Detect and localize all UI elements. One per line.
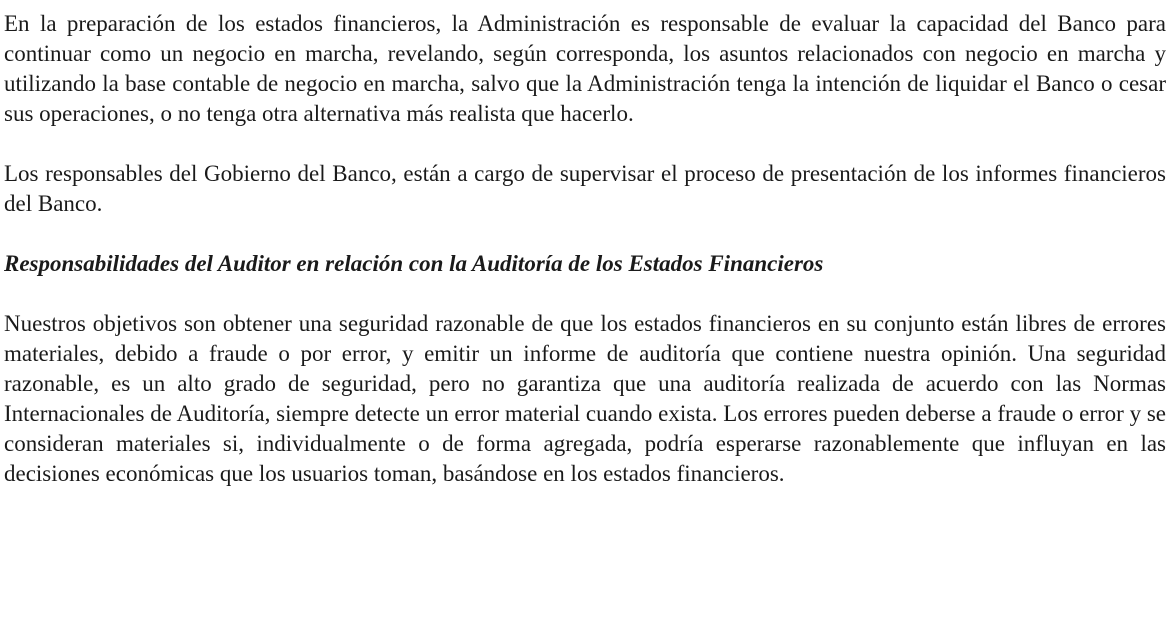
paragraph-governance: Los responsables del Gobierno del Banco, están a cargo de supervisar el proceso de presentación de los informes financieros del Banco.	[4, 161, 1166, 216]
paragraph-going-concern: En la preparación de los estados financieros, la Administración es responsable de evaluar la capacidad del Banco para continuar como un negocio en marcha, revelando, según corresponda, los asuntos relacionados con negocio en marcha y utilizando la base contable de negocio en marcha, salvo que la Administración tenga la intención de liquidar el Banco o cesar sus operaciones, o no tenga otra alternativa más realista que hacerlo.	[4, 11, 1166, 126]
paragraph-spacer	[4, 129, 1166, 159]
document-page	[4, 9, 1166, 489]
paragraph-auditor-objectives: Nuestros objetivos son obtener una seguridad razonable de que los estados financieros en su conjunto están libres de errores materiales, debido a fraude o por error, y emitir un informe de auditoría que contiene nuestra opinión. Una seguridad razonable, es un alto grado de seguridad, pero no garantiza que una auditoría realizada de acuerdo con las Normas Internacionales de Auditoría, siempre detecte un error material cuando exista. Los errores pueden deberse a fraude o error y se consideran materiales si, individualmente o de forma agregada, podría esperarse razonablemente que influyan en las decisiones económicas que los usuarios toman, basándose en los estados financieros.	[4, 311, 1166, 486]
section-heading: Responsabilidades del Auditor en relación con la Auditoría de los Estados Financieros	[4, 251, 824, 276]
paragraph-spacer	[4, 219, 1166, 249]
paragraph-spacer	[4, 279, 1166, 309]
